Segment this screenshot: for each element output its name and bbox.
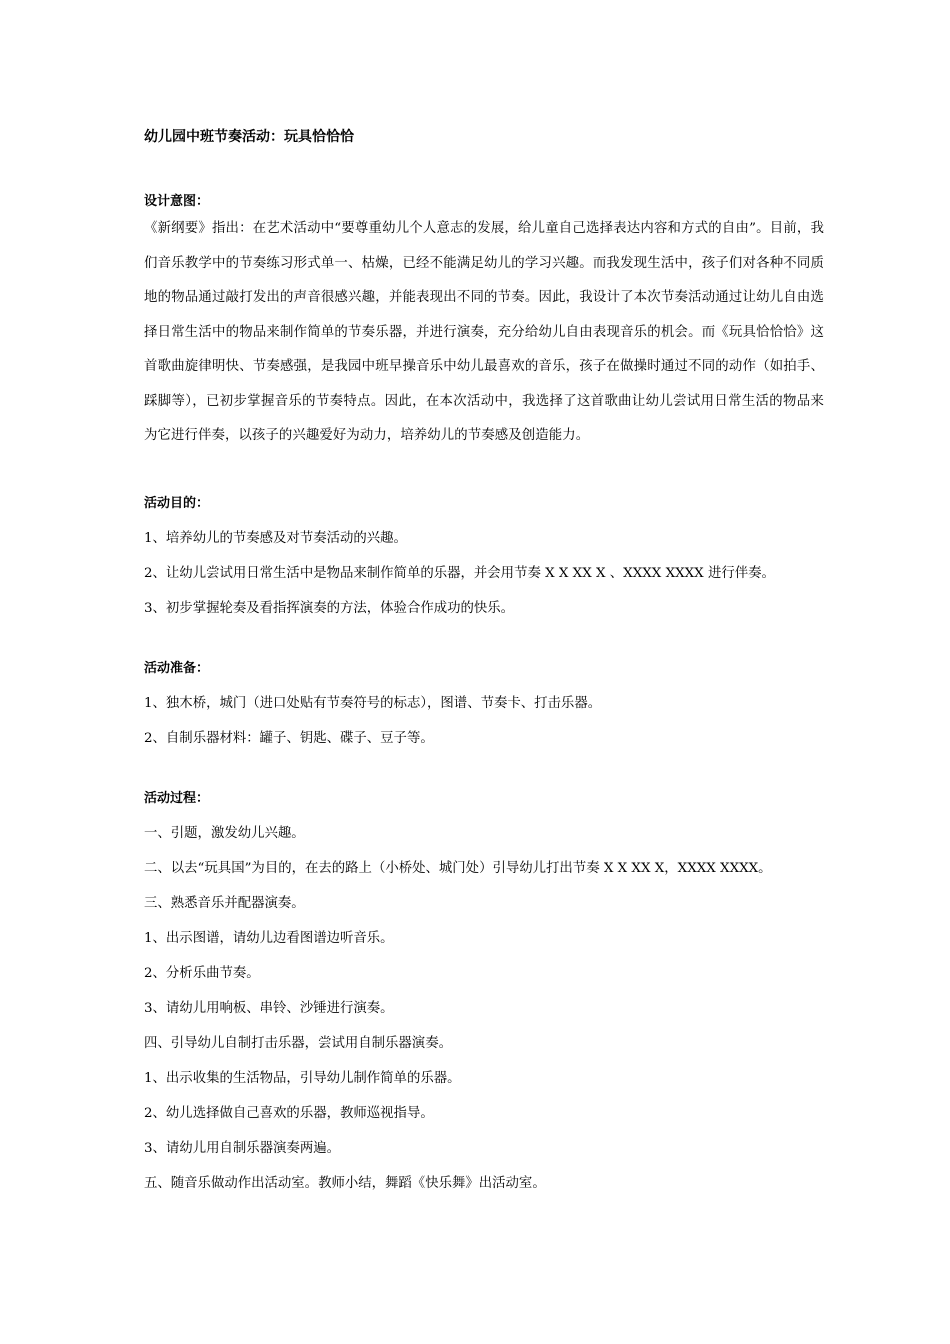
process-substep: 2、幼儿选择做自己喜欢的乐器，教师巡视指导。 — [144, 1105, 434, 1121]
document-title: 幼儿园中班节奏活动：玩具恰恰恰 — [144, 129, 354, 145]
goal-item: 1、培养幼儿的节奏感及对节奏活动的兴趣。 — [144, 530, 407, 546]
document-body — [144, 126, 824, 1194]
goals-heading: 活动目的： — [144, 495, 210, 511]
goal-item: 3、初步掌握轮奏及看指挥演奏的方法，体验合作成功的快乐。 — [144, 600, 515, 616]
preparation-item: 1、独木桥，城门（进口处贴有节奏符号的标志），图谱、节奏卡、打击乐器。 — [144, 695, 602, 711]
process-list — [144, 824, 824, 1194]
process-substep: 2、分析乐曲节奏。 — [144, 965, 260, 981]
preparation-heading: 活动准备： — [144, 660, 210, 676]
design-intent-paragraph: 《新纲要》指出：在艺术活动中“要尊重幼儿个人意志的发展，给儿童自己选择表达内容和方式的自由”。目前，我们音乐教学中的节奏练习形式单一、枯燥，已经不能满足幼儿的学习兴趣。而我发现生活中，孩子们对各种不同质地的物品通过敲打发出的声音很感兴趣，并能表现出不同的节奏。因此，我设计了本次节奏活动通过让幼儿自由选择日常生活中的物品来制作简单的节奏乐器，并进行演奏，充分给幼儿自由表现音乐的机会。而《玩具恰恰恰》这首歌曲旋律明快、节奏感强，是我园中班早操音乐中幼儿最喜欢的音乐，孩子在做操时通过不同的动作（如拍手、踩脚等），已初步掌握音乐的节奏特点。因此，在本次活动中，我选择了这首歌曲让幼儿尝试用日常生活的物品来为它进行伴奏，以孩子的兴趣爱好为动力，培养幼儿的节奏感及创造能力。 — [144, 221, 824, 443]
preparation-list — [144, 694, 824, 749]
process-substep: 1、出示收集的生活物品，引导幼儿制作简单的乐器。 — [144, 1070, 461, 1086]
goals-list — [144, 529, 824, 619]
preparation-item: 2、自制乐器材料：罐子、钥匙、碟子、豆子等。 — [144, 730, 434, 746]
process-step: 三、熟悉音乐并配器演奏。 — [144, 895, 305, 911]
process-step: 四、引导幼儿自制打击乐器，尝试用自制乐器演奏。 — [144, 1035, 452, 1051]
process-step: 二、以去“玩具国”为目的，在去的路上（小桥处、城门处）引导幼儿打出节奏 X X XX X，XXXX XXXX。 — [144, 860, 772, 876]
process-step: 一、引题，激发幼儿兴趣。 — [144, 825, 305, 841]
design-intent-heading: 设计意图： — [144, 194, 210, 209]
process-heading: 活动过程： — [144, 790, 210, 806]
process-step: 五、随音乐做动作出活动室。教师小结，舞蹈《快乐舞》出活动室。 — [144, 1175, 546, 1191]
goal-item: 2、让幼儿尝试用日常生活中是物品来制作简单的乐器，并会用节奏 X X XX X 、XXXX XXXX 进行伴奏。 — [144, 565, 775, 581]
process-substep: 1、出示图谱，请幼儿边看图谱边听音乐。 — [144, 930, 394, 946]
process-substep: 3、请幼儿用自制乐器演奏两遍。 — [144, 1140, 340, 1156]
process-substep: 3、请幼儿用响板、串铃、沙锤进行演奏。 — [144, 1000, 394, 1016]
